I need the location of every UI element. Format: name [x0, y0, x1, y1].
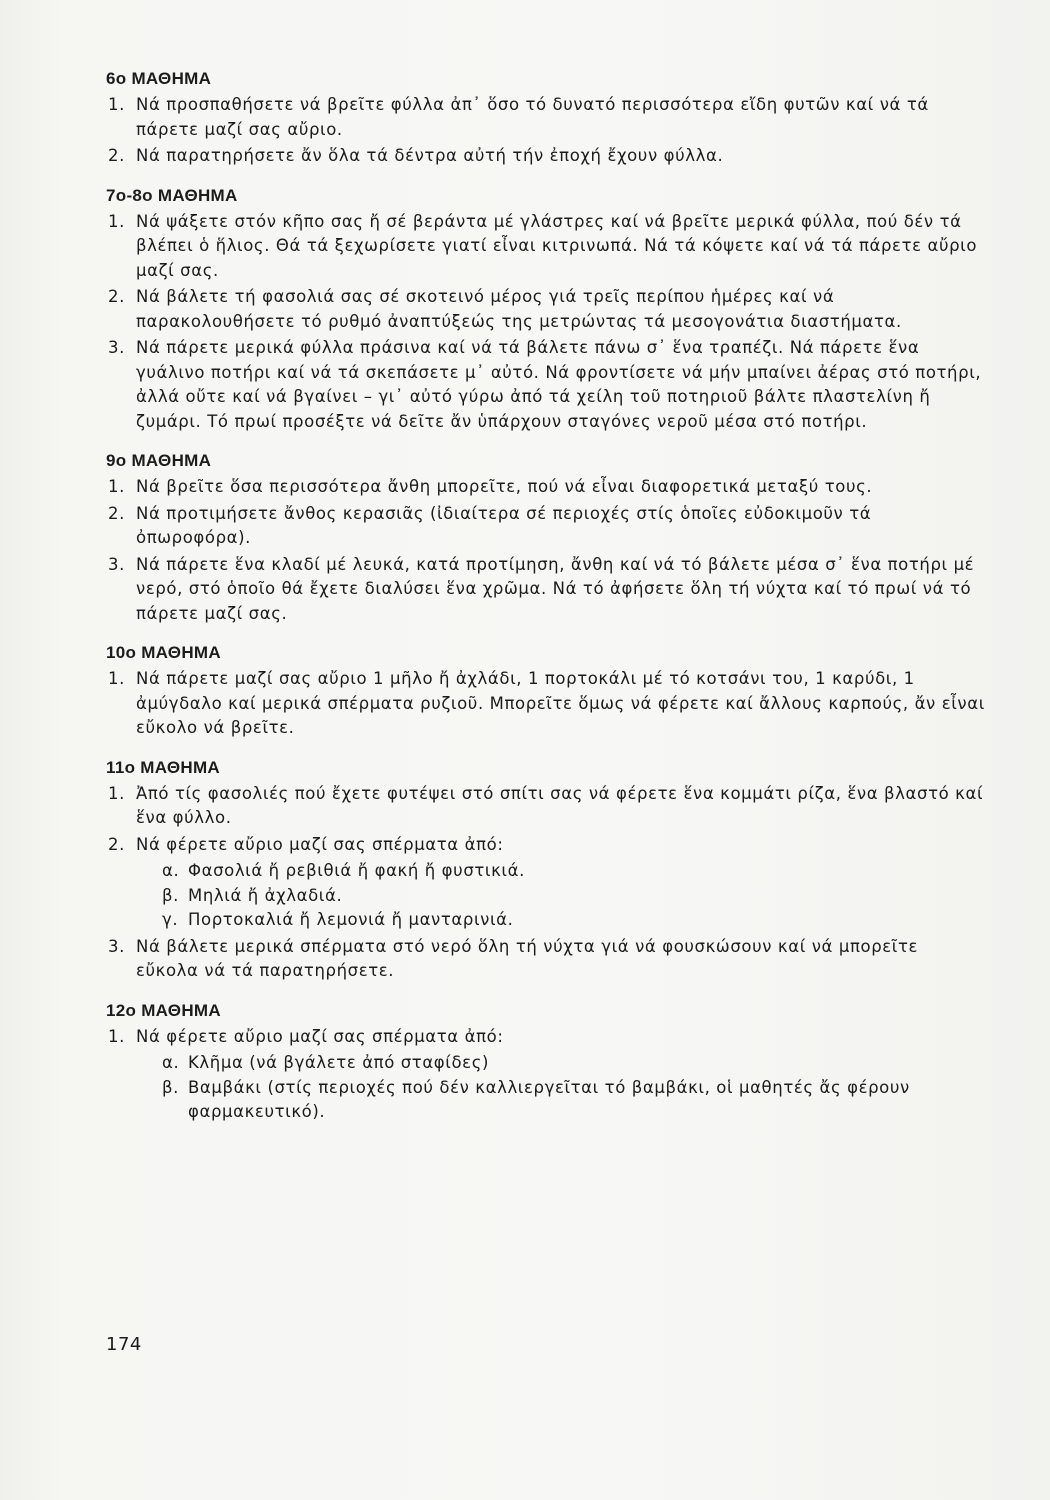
item-text: Νά προτιμήσετε ἄνθος κερασιᾶς (ἰδιαίτερα σέ περιοχές στίς ὁποῖες εὐδοκιμοῦν τά ὀπωροφόρα).	[136, 503, 872, 547]
sub-item-letter: γ.	[162, 910, 179, 929]
item-text: Νά παρατηρήσετε ἄν ὅλα τά δέντρα αὐτή τήν ἐποχή ἔχουν φύλλα.	[136, 146, 724, 165]
lesson-title: 11ο ΜΑΘΗΜΑ	[106, 757, 220, 777]
item-text: Νά φέρετε αὔριο μαζί σας σπέρματα ἀπό:	[136, 834, 504, 854]
item-number: 2.	[108, 834, 125, 854]
item-number: 1.	[108, 783, 125, 803]
lesson-section	[106, 185, 986, 435]
list-item	[106, 336, 986, 434]
lesson-section	[106, 68, 986, 169]
item-text: Νά βρεῖτε ὅσα περισσότερα ἄνθη μπορεῖτε, πού νά εἶναι διαφορετικά μεταξύ τους.	[136, 477, 873, 496]
sub-item-text: Κλῆμα (νά βγάλετε ἀπό σταφίδες)	[188, 1053, 490, 1072]
lesson-section	[106, 642, 986, 741]
lesson-section	[106, 450, 986, 626]
sub-item	[106, 1051, 986, 1076]
item-text: Νά βάλετε μερικά σπέρματα στό νερό ὅλη τή νύχτα γιά νά φουσκώσουν καί νά μπορεῖτε εὔκολα νά τά παρατηρήσετε.	[136, 936, 919, 980]
item-number: 2.	[108, 146, 125, 165]
item-text: Νά ψάξετε στόν κῆπο σας ἤ σέ βεράντα μέ γλάστρες καί νά βρεῖτε μερικά φύλλα, πού δέν τά βλέπει ὁ ἥλιος. Θά τά ξεχωρίσετε γιατί εἶναι κιτρινωπά. Νά τά κόψετε καί νά τά πάρετε αὔριο μαζί σας.	[136, 211, 978, 280]
list-item	[106, 1025, 986, 1050]
item-number: 1.	[108, 1026, 125, 1046]
item-number: 2.	[108, 503, 125, 523]
sub-item	[106, 1076, 986, 1125]
list-item	[106, 285, 986, 334]
item-text: Νά βάλετε τή φασολιά σας σέ σκοτεινό μέρος γιά τρεῖς περίπου ἡμέρες καί νά παρακολουθήσετε τό ρυθμό ἀναπτύξεώς της μετρώντας τά μεσογονάτια διαστήματα.	[136, 287, 902, 331]
sub-item	[106, 859, 986, 884]
sub-item-text: Φασολιά ἤ ρεβιθιά ἤ φακή ἤ φυστικιά.	[188, 861, 525, 880]
item-number: 1.	[108, 95, 125, 114]
item-text: Νά φέρετε αὔριο μαζί σας σπέρματα ἀπό:	[136, 1026, 504, 1046]
item-number: 1.	[108, 669, 125, 688]
list-item	[106, 667, 986, 741]
sub-item-letter: α.	[162, 861, 180, 880]
list-item	[106, 782, 986, 831]
sub-item	[106, 884, 986, 909]
item-number: 1.	[108, 211, 125, 231]
lesson-title: 9ο ΜΑΘΗΜΑ	[106, 451, 212, 470]
sub-item-text: Μηλιά ἤ ἀχλαδιά.	[188, 885, 343, 905]
lesson-title: 10ο ΜΑΘΗΜΑ	[106, 643, 221, 662]
item-number: 3.	[108, 554, 125, 574]
list-item	[106, 475, 986, 500]
list-item	[106, 935, 986, 984]
item-number: 3.	[108, 338, 125, 357]
item-text: Νά προσπαθήσετε νά βρεῖτε φύλλα ἀπ᾽ ὅσο τό δυνατό περισσότερα εἴδη φυτῶν καί νά τά πάρετε μαζί σας αὔριο.	[136, 95, 929, 139]
sub-item	[106, 908, 986, 933]
sub-item-letter: α.	[162, 1053, 180, 1072]
lesson-section	[106, 1000, 986, 1125]
lesson-title: 6ο ΜΑΘΗΜΑ	[106, 69, 212, 88]
item-number: 1.	[108, 477, 125, 496]
lesson-title: 12ο ΜΑΘΗΜΑ	[106, 1000, 221, 1020]
list-item	[106, 144, 986, 169]
sub-item-letter: β.	[162, 1077, 179, 1097]
list-item	[106, 502, 986, 551]
page-number: 174	[106, 1334, 142, 1355]
list-item	[106, 210, 986, 284]
sub-item-text: Βαμβάκι (στίς περιοχές πού δέν καλλιεργεῖται τό βαμβάκι, οἱ μαθητές ἄς φέρουν φαρμακευτικό).	[188, 1077, 910, 1121]
lesson-section	[106, 757, 986, 984]
lesson-title: 7ο-8ο ΜΑΘΗΜΑ	[106, 185, 238, 205]
item-number: 3.	[108, 936, 125, 956]
sub-item-text: Πορτοκαλιά ἤ λεμονιά ἤ μανταρινιά.	[188, 910, 514, 929]
list-item	[106, 93, 986, 142]
item-number: 2.	[108, 287, 125, 306]
lesson-list	[106, 68, 986, 1141]
item-text: Νά πάρετε ἕνα κλαδί μέ λευκά, κατά προτίμηση, ἄνθη καί νά τό βάλετε μέσα σ᾽ ἕνα ποτήρι μέ νερό, στό ὁποῖο θά ἔχετε διαλύσει ἕνα χρῶμα. Νά τό ἀφήσετε ὅλη τή νύχτα καί τό πρωί νά τό πάρετε μαζί σας.	[136, 554, 975, 623]
list-item	[106, 553, 986, 627]
item-text: Νά πάρετε μαζί σας αὔριο 1 μῆλο ἤ ἀχλάδι, 1 πορτοκάλι μέ τό κοτσάνι του, 1 καρύδι, 1 ἀμύγδαλο καί μερικά σπέρματα ρυζιοῦ. Μπορεῖτε ὅμως νά φέρετε καί ἄλλους καρπούς, ἄν εἶναι εὔκολο νά βρεῖτε.	[136, 669, 985, 737]
item-text: Ἀπό τίς φασολιές πού ἔχετε φυτέψει στό σπίτι σας νά φέρετε ἕνα κομμάτι ρίζα, ἕνα βλαστό καί ἕνα φύλλο.	[136, 783, 984, 827]
list-item	[106, 833, 986, 858]
item-text: Νά πάρετε μερικά φύλλα πράσινα καί νά τά βάλετε πάνω σ᾽ ἕνα τραπέζι. Νά πάρετε ἕνα γυάλινο ποτήρι καί νά τά σκεπάσετε μ᾽ αὐτό. Νά φροντίσετε νά μήν μπαίνει ἀέρας στό ποτήρι, ἀλλά οὔτε καί νά βγαίνει – γι᾽ αὐτό γύρω ἀπό τά χείλη τοῦ ποτηριοῦ βάλτε πλαστελίνη ἤ ζυμάρι. Τό πρωί προσέξτε νά δεῖτε ἄν ὑπάρχουν σταγόνες νεροῦ μέσα στό ποτήρι.	[136, 338, 982, 431]
sub-item-letter: β.	[162, 885, 179, 905]
